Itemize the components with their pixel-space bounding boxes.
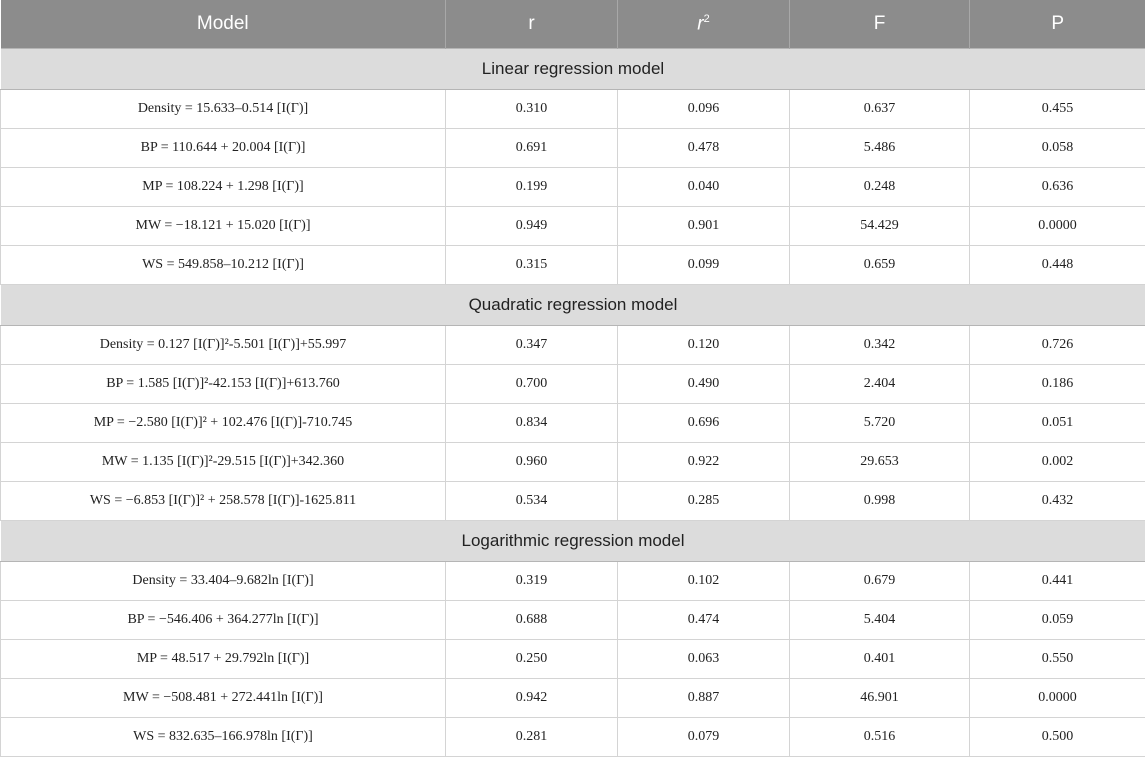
section-title: Logarithmic regression model [1,521,1145,562]
table-row [1,679,1145,718]
cell-r2: 0.120 [618,326,790,365]
cell-model: BP = 110.644 + 20.004 [I(Γ)] [1,129,446,168]
table-row [1,562,1145,601]
header-r-squared [618,0,790,49]
cell-f: 0.998 [790,482,970,521]
section-header-row [1,285,1145,326]
cell-p: 0.0000 [970,679,1145,718]
cell-model: MW = −18.121 + 15.020 [I(Γ)] [1,207,446,246]
cell-r2: 0.063 [618,640,790,679]
cell-p: 0.448 [970,246,1145,285]
cell-f: 54.429 [790,207,970,246]
cell-f: 5.720 [790,404,970,443]
cell-model: WS = 549.858–10.212 [I(Γ)] [1,246,446,285]
table-row [1,640,1145,679]
cell-model: Density = 33.404–9.682ln [I(Γ)] [1,562,446,601]
section-title: Linear regression model [1,49,1145,90]
cell-model: WS = 832.635–166.978ln [I(Γ)] [1,718,446,757]
cell-model: BP = −546.406 + 364.277ln [I(Γ)] [1,601,446,640]
header-r-squared-base: r [697,13,703,34]
cell-p: 0.002 [970,443,1145,482]
cell-f: 0.248 [790,168,970,207]
cell-r2: 0.887 [618,679,790,718]
cell-p: 0.726 [970,326,1145,365]
table-row [1,365,1145,404]
cell-model: MP = 108.224 + 1.298 [I(Γ)] [1,168,446,207]
section-header-row [1,49,1145,90]
cell-r: 0.691 [446,129,618,168]
header-model: Model [1,0,446,49]
cell-r: 0.700 [446,365,618,404]
table-row [1,90,1145,129]
header-r-squared-exponent: 2 [704,13,710,25]
cell-f: 0.679 [790,562,970,601]
cell-p: 0.432 [970,482,1145,521]
cell-r2: 0.478 [618,129,790,168]
cell-r2: 0.040 [618,168,790,207]
cell-f: 0.659 [790,246,970,285]
cell-r2: 0.696 [618,404,790,443]
cell-p: 0.059 [970,601,1145,640]
cell-r: 0.688 [446,601,618,640]
cell-f: 0.342 [790,326,970,365]
cell-model: MP = −2.580 [I(Γ)]² + 102.476 [I(Γ)]-710.745 [1,404,446,443]
cell-r: 0.199 [446,168,618,207]
cell-r: 0.319 [446,562,618,601]
table-body [1,49,1145,757]
cell-p: 0.0000 [970,207,1145,246]
cell-p: 0.441 [970,562,1145,601]
cell-r: 0.960 [446,443,618,482]
table-header [1,0,1145,49]
cell-p: 0.455 [970,90,1145,129]
cell-model: MP = 48.517 + 29.792ln [I(Γ)] [1,640,446,679]
cell-f: 2.404 [790,365,970,404]
cell-r2: 0.079 [618,718,790,757]
cell-model: WS = −6.853 [I(Γ)]² + 258.578 [I(Γ)]-1625.811 [1,482,446,521]
cell-r: 0.250 [446,640,618,679]
section-header-row [1,521,1145,562]
table-row [1,404,1145,443]
table-row [1,246,1145,285]
table-row [1,443,1145,482]
table-row [1,482,1145,521]
table-row [1,326,1145,365]
cell-f: 5.486 [790,129,970,168]
cell-r2: 0.474 [618,601,790,640]
cell-p: 0.636 [970,168,1145,207]
cell-r: 0.347 [446,326,618,365]
header-f: F [790,0,970,49]
header-r: r [446,0,618,49]
cell-r2: 0.102 [618,562,790,601]
cell-p: 0.186 [970,365,1145,404]
cell-r: 0.310 [446,90,618,129]
cell-model: BP = 1.585 [I(Γ)]²-42.153 [I(Γ)]+613.760 [1,365,446,404]
cell-f: 0.637 [790,90,970,129]
cell-model: MW = −508.481 + 272.441ln [I(Γ)] [1,679,446,718]
cell-r: 0.949 [446,207,618,246]
cell-r2: 0.099 [618,246,790,285]
table-row [1,129,1145,168]
cell-p: 0.058 [970,129,1145,168]
cell-r: 0.534 [446,482,618,521]
cell-r2: 0.490 [618,365,790,404]
cell-r: 0.315 [446,246,618,285]
cell-p: 0.500 [970,718,1145,757]
cell-r2: 0.922 [618,443,790,482]
cell-r2: 0.285 [618,482,790,521]
header-p: P [970,0,1145,49]
table-row [1,601,1145,640]
cell-f: 46.901 [790,679,970,718]
cell-r2: 0.096 [618,90,790,129]
cell-model: MW = 1.135 [I(Γ)]²-29.515 [I(Γ)]+342.360 [1,443,446,482]
cell-r: 0.834 [446,404,618,443]
cell-r: 0.281 [446,718,618,757]
cell-p: 0.051 [970,404,1145,443]
section-title: Quadratic regression model [1,285,1145,326]
cell-model: Density = 0.127 [I(Γ)]²-5.501 [I(Γ)]+55.997 [1,326,446,365]
cell-model: Density = 15.633–0.514 [I(Γ)] [1,90,446,129]
table-row [1,207,1145,246]
table-row [1,718,1145,757]
cell-r: 0.942 [446,679,618,718]
cell-r2: 0.901 [618,207,790,246]
cell-p: 0.550 [970,640,1145,679]
cell-f: 0.401 [790,640,970,679]
cell-f: 29.653 [790,443,970,482]
table-row [1,168,1145,207]
cell-f: 5.404 [790,601,970,640]
cell-f: 0.516 [790,718,970,757]
